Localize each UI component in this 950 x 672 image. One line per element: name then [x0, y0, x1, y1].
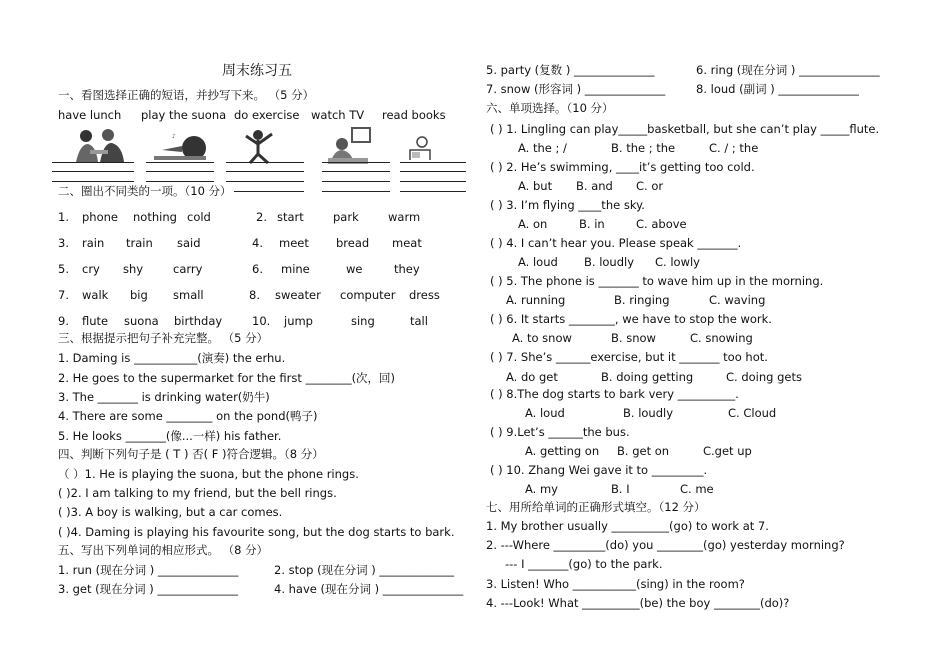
mc-question: ( ) 1. Lingling can play_____basketball, but she can’t play _____flute.	[490, 122, 880, 136]
fill-item: 5. He looks _______(像...一样) his father.	[58, 429, 282, 443]
word-option: said	[177, 236, 201, 250]
tv-picture	[322, 126, 378, 166]
mc-question: ( ) 4. I can’t hear you. Please speak _______.	[490, 236, 742, 250]
mc-option: B. in	[579, 217, 605, 231]
fill-item: 4. There are some ________ on the pond(鸭子)	[58, 409, 318, 423]
item-number: 8.	[249, 288, 260, 302]
section3-heading: 三、根据提示把句子补充完整。 （5 分）	[58, 331, 269, 345]
word-option: cold	[187, 210, 211, 224]
item-number: 6.	[252, 262, 263, 276]
section6-heading: 六、单项选择。（10 分）	[486, 101, 614, 115]
form-item: 5. party (复数 ) ______________	[486, 63, 655, 77]
mc-question: ( ) 10. Zhang Wei gave it to _________.	[490, 463, 708, 477]
judge-item: （ ）1. He is playing the suona, but the phone rings.	[58, 467, 359, 481]
section7-heading: 七、用所给单词的正确形式填空。（12 分）	[486, 500, 706, 514]
mc-option: B. and	[576, 179, 613, 193]
section4-heading: 四、判断下列句子是 ( T ) 否( F )符合逻辑。（8 分）	[58, 447, 324, 461]
item-number: 4.	[252, 236, 263, 250]
word-option: train	[126, 236, 153, 250]
word-option: meet	[279, 236, 309, 250]
mc-option: A. but	[518, 179, 553, 193]
word-option: small	[173, 288, 204, 302]
form-item: 8. loud (副词 ) ______________	[696, 82, 859, 96]
word-option: meat	[392, 236, 422, 250]
word-option: suona	[124, 314, 159, 328]
phrase-4: watch TV	[311, 108, 365, 122]
mc-option: C. snowing	[690, 331, 753, 345]
word-option: dress	[409, 288, 440, 302]
item-number: 5.	[58, 262, 69, 276]
mc-option: C. above	[636, 217, 687, 231]
word-option: flute	[82, 314, 109, 328]
mc-option: C. doing gets	[726, 370, 802, 384]
word-option: birthday	[174, 314, 223, 328]
mc-option: A. on	[518, 217, 548, 231]
section2-heading: 二、圈出不同类的一项。（10 分）	[58, 184, 232, 198]
mc-option: B. loudly	[623, 406, 674, 420]
mc-option: C. / ; the	[709, 141, 759, 155]
fill-item: 3. The _______ is drinking water(奶牛)	[58, 390, 270, 404]
mc-option: C. Cloud	[728, 406, 777, 420]
tense-item: 1. My brother usually __________(go) to work at 7.	[486, 519, 769, 533]
form-item: 3. get (现在分词 ) ______________	[58, 582, 238, 596]
item-number: 1.	[58, 210, 69, 224]
svg-text:♪: ♪	[172, 133, 176, 140]
fill-item: 1. Daming is ___________(演奏) the erhu.	[58, 351, 286, 365]
lunch-picture	[70, 126, 132, 164]
fill-item: 2. He goes to the supermarket for the first ________(次，回)	[58, 371, 396, 385]
mc-option: B. doing getting	[601, 370, 694, 384]
form-item: 2. stop (现在分词 ) _____________	[274, 563, 455, 577]
word-option: nothing	[133, 210, 177, 224]
tense-item: 3. Listen! Who ___________(sing) in the room?	[486, 577, 745, 591]
form-item: 1. run (现在分词 ) ______________	[58, 563, 239, 577]
word-option: computer	[340, 288, 396, 302]
word-option: mine	[281, 262, 310, 276]
mc-option: A. the ; /	[518, 141, 567, 155]
mc-option: C. or	[636, 179, 664, 193]
mc-option: C. me	[680, 482, 714, 496]
mc-option: B. ringing	[614, 293, 670, 307]
mc-question: ( ) 3. I’m flying ____the sky.	[490, 198, 645, 212]
mc-option: B. I	[611, 482, 630, 496]
mc-option: A. my	[525, 482, 558, 496]
item-number: 7.	[58, 288, 69, 302]
word-option: warm	[388, 210, 421, 224]
mc-option: A. do get	[506, 370, 558, 384]
mc-question: ( ) 5. The phone is _______ to wave him up in the morning.	[490, 274, 824, 288]
judge-item: ( )4. Daming is playing his favourite song, but the dog starts to bark.	[58, 525, 455, 539]
mc-question: ( ) 7. She’s ______exercise, but it _______ too hot.	[490, 350, 768, 364]
mc-option: C. waving	[709, 293, 766, 307]
mc-option: A. to snow	[512, 331, 572, 345]
suona-picture	[152, 130, 212, 162]
mc-question: ( ) 6. It starts ________, we have to stop the work.	[490, 312, 772, 326]
mc-question: ( ) 2. He’s swimming, ____it’s getting too cold.	[490, 160, 755, 174]
word-option: walk	[82, 288, 109, 302]
word-option: park	[333, 210, 359, 224]
item-number: 2.	[256, 210, 267, 224]
word-option: rain	[82, 236, 105, 250]
item-number: 3.	[58, 236, 69, 250]
mc-option: A. loud	[525, 406, 565, 420]
section5-heading: 五、写出下列单词的相应形式。 （8 分）	[58, 543, 269, 557]
word-option: sweater	[275, 288, 321, 302]
mc-option: C.get up	[703, 444, 752, 458]
word-option: tall	[410, 314, 428, 328]
word-option: shy	[123, 262, 144, 276]
item-number: 9.	[58, 314, 69, 328]
tense-item: --- I _______(go) to the park.	[505, 557, 663, 571]
form-item: 6. ring (现在分词 ) ______________	[696, 63, 880, 77]
word-option: cry	[82, 262, 100, 276]
mc-option: A. getting on	[525, 444, 600, 458]
mc-question: ( ) 8.The dog starts to bark very __________.	[490, 387, 739, 401]
word-option: start	[277, 210, 304, 224]
exercise-picture	[238, 128, 280, 164]
mc-option: B. get on	[617, 444, 670, 458]
word-option: bread	[336, 236, 370, 250]
tense-item: 4. ---Look! What __________(be) the boy ________(do)?	[486, 596, 790, 610]
word-option: they	[394, 262, 420, 276]
phrase-2: play the suona	[141, 108, 227, 122]
mc-option: B. snow	[611, 331, 656, 345]
item-number: 10.	[252, 314, 271, 328]
phrase-5: read books	[382, 108, 446, 122]
mc-option: A. loud	[518, 255, 558, 269]
phrase-1: have lunch	[58, 108, 122, 122]
word-option: big	[130, 288, 148, 302]
page-title: 周末练习五	[222, 63, 292, 79]
word-option: carry	[173, 262, 203, 276]
tense-item: 2. ---Where _________(do) you ________(go) yesterday morning?	[486, 538, 845, 552]
mc-option: B. the ; the	[611, 141, 676, 155]
section1-heading: 一、看图选择正确的短语，并抄写下来。 （5 分）	[58, 88, 315, 102]
books-picture	[404, 134, 436, 162]
word-option: phone	[82, 210, 118, 224]
word-option: sing	[351, 314, 375, 328]
mc-question: ( ) 9.Let’s ______the bus.	[490, 425, 630, 439]
form-item: 4. have (现在分词 ) ______________	[274, 582, 464, 596]
word-option: jump	[284, 314, 313, 328]
form-item: 7. snow (形容词 ) ______________	[486, 82, 666, 96]
judge-item: ( )2. I am talking to my friend, but the bell rings.	[58, 486, 337, 500]
phrase-3: do exercise	[234, 108, 300, 122]
mc-option: B. loudly	[584, 255, 635, 269]
judge-item: ( )3. A boy is walking, but a car comes.	[58, 505, 283, 519]
word-option: we	[346, 262, 363, 276]
mc-option: C. lowly	[655, 255, 700, 269]
mc-option: A. running	[506, 293, 566, 307]
